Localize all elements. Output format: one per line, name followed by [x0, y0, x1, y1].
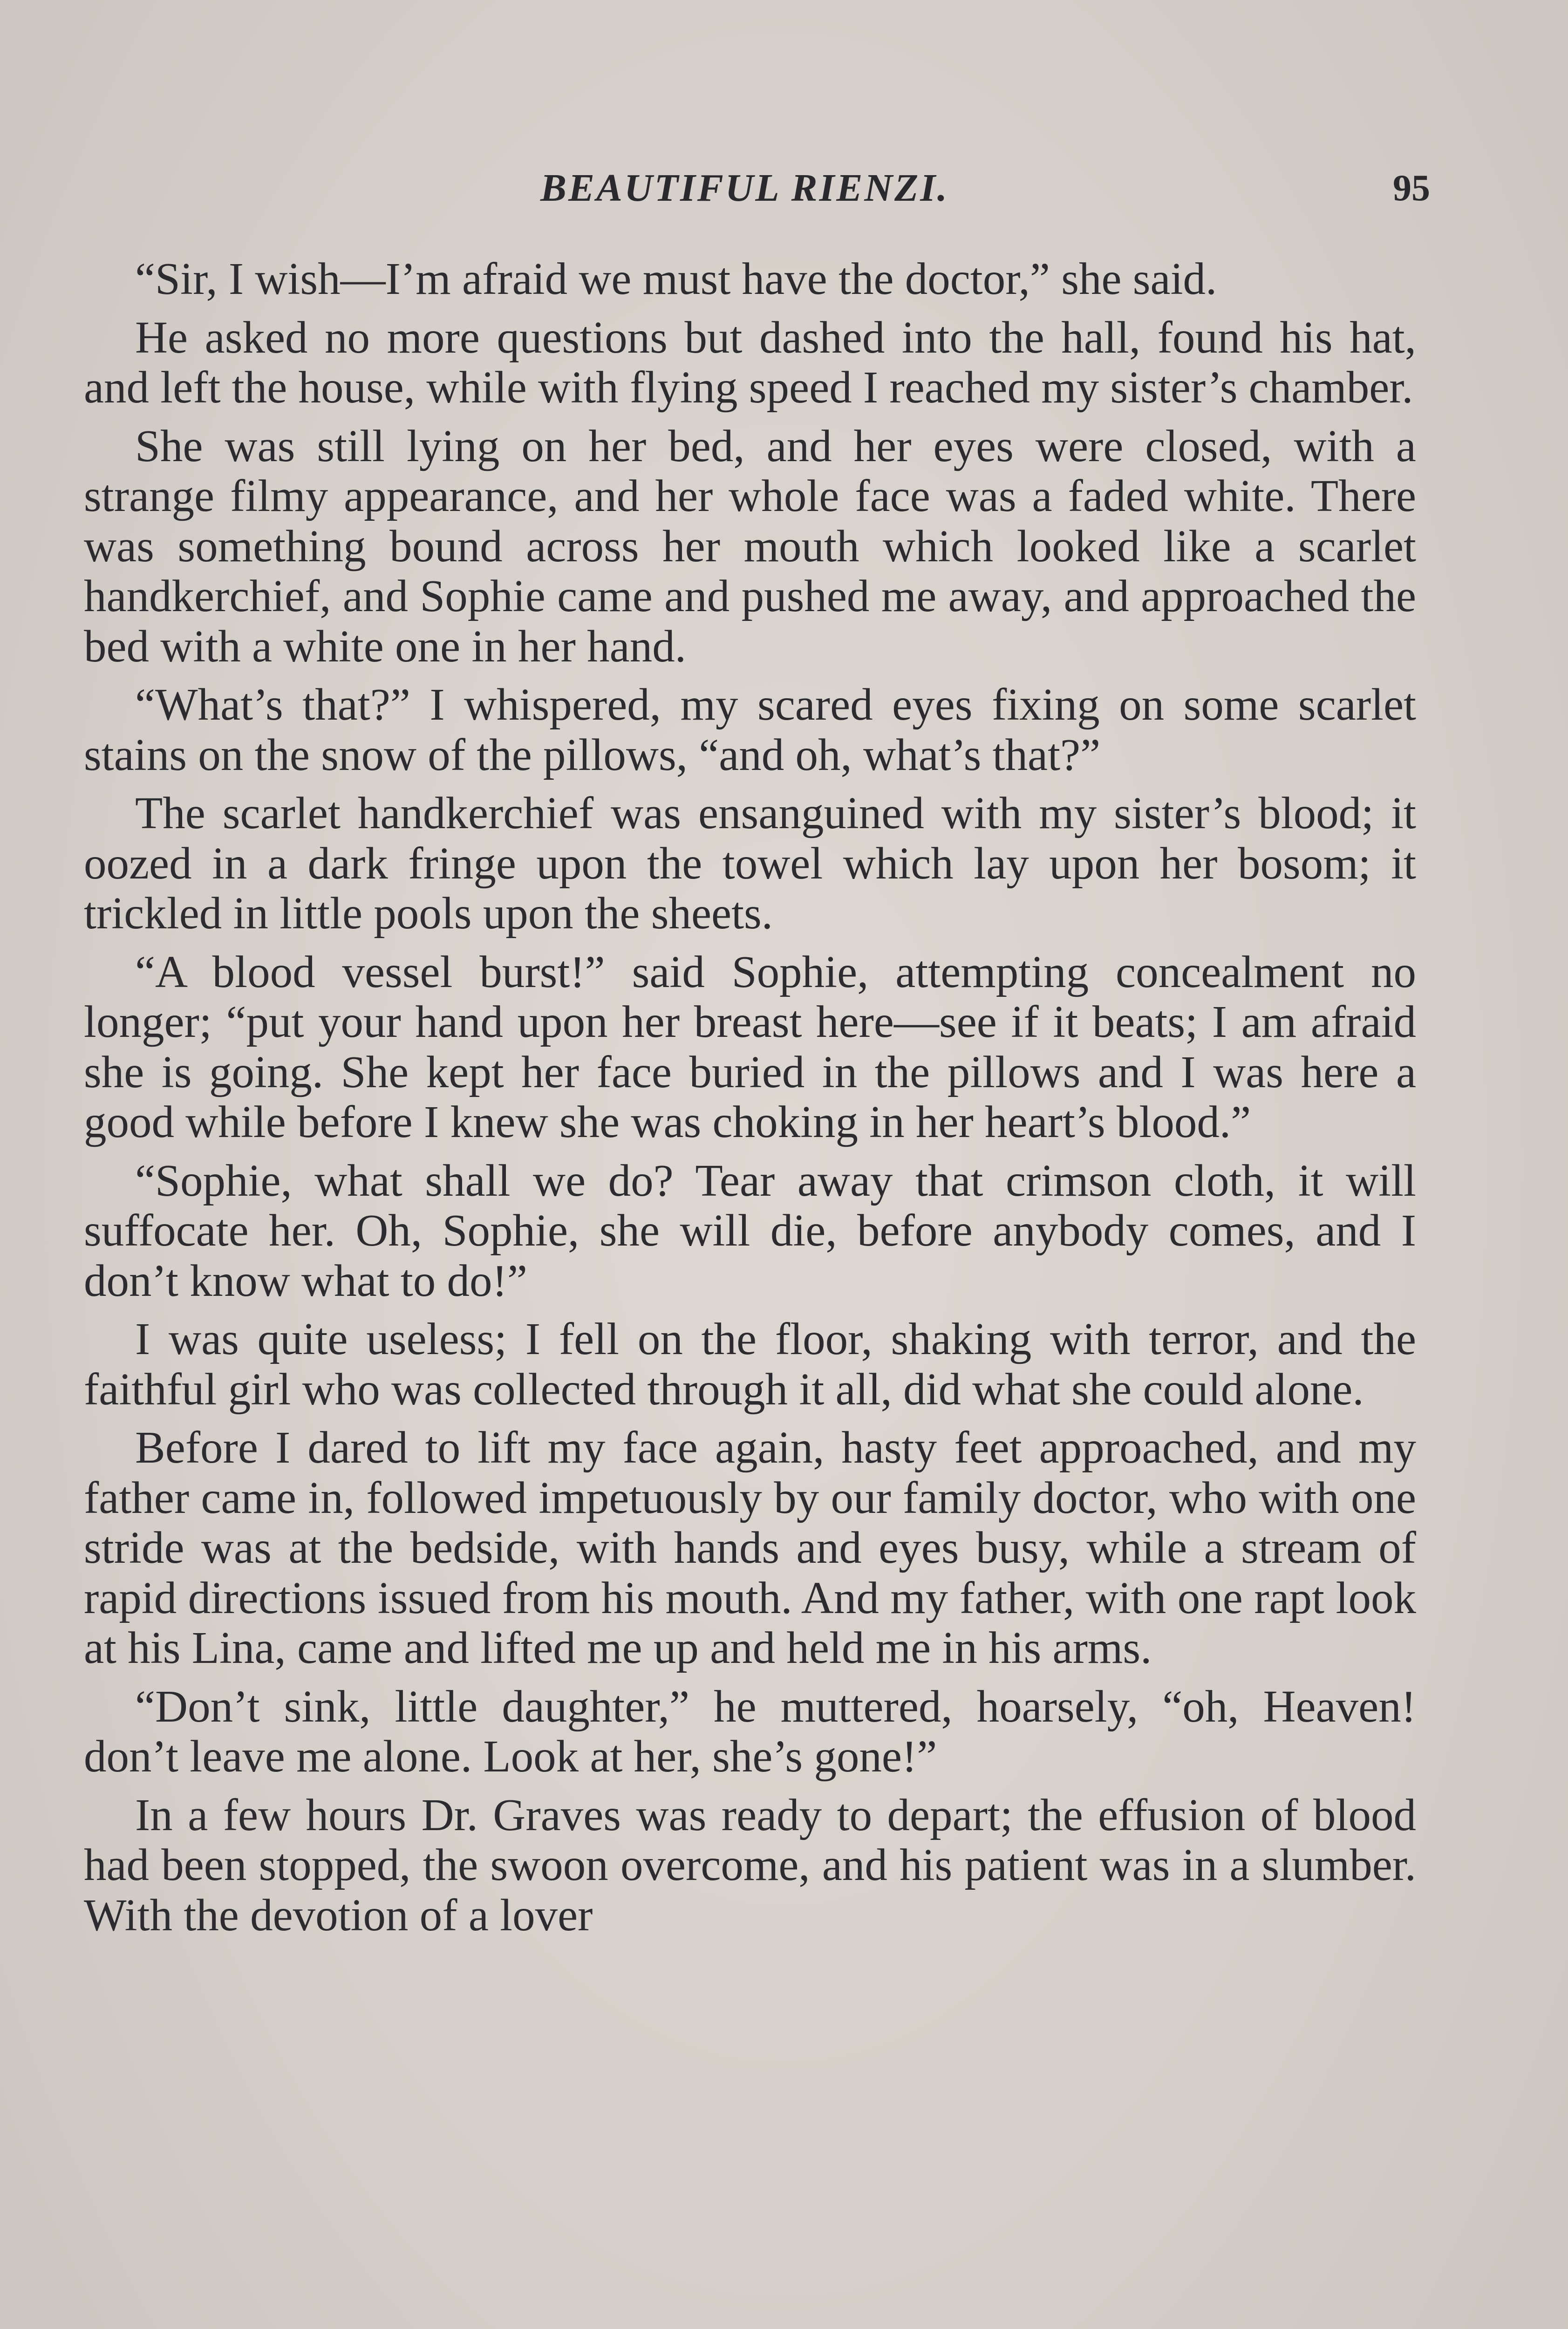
paragraph: The scarlet handkerchief was ensanguined with my sister’s blood; it oozed in a dark fringe upon the towel which lay upon her bosom; it trickled in little pools upon the sheets.	[84, 788, 1416, 938]
paragraph: I was quite useless; I fell on the floor, shaking with terror, and the faithful girl who was collected through it all, did what she could alone.	[84, 1314, 1416, 1414]
paragraph: “Don’t sink, little daughter,” he muttered, hoarsely, “oh, Heaven! don’t leave me alone. Look at her, she’s gone!”	[84, 1681, 1416, 1781]
paragraph: Before I dared to lift my face again, hasty feet approached, and my father came in, followed impetuously by our family doctor, who with one stride was at the bedside, with hands and eyes busy, while a stream of rapid directions issued from his mouth. And my father, with one rapt look at his Lina, came and lifted me up and held me in his arms.	[84, 1423, 1416, 1673]
body-text	[84, 254, 1416, 1948]
paragraph: “What’s that?” I whispered, my scared eyes fixing on some scarlet stains on the snow of the pillows, “and oh, what’s that?”	[84, 680, 1416, 780]
paragraph: He asked no more questions but dashed into the hall, found his hat, and left the house, while with flying speed I reached my sister’s chamber.	[84, 312, 1416, 412]
paragraph: She was still lying on her bed, and her eyes were closed, with a strange filmy appearance, and her whole face was a faded white. There was something bound across her mouth which looked like a scarlet handkerchief, and Sophie came and pushed me away, and approached the bed with a white one in her hand.	[84, 421, 1416, 671]
running-title: BEAUTIFUL RIENZI.	[540, 166, 949, 210]
running-head	[84, 165, 1430, 226]
paragraph: “A blood vessel burst!” said Sophie, attempting concealment no longer; “put your hand upon her breast here—see if it beats; I am afraid she is going. She kept her face buried in the pillows and I was here a good while before I knew she was choking in her heart’s blood.”	[84, 947, 1416, 1147]
paragraph: “Sophie, what shall we do? Tear away that crimson cloth, it will suffocate her. Oh, Sophie, she will die, before anybody comes, and I don’t know what to do!”	[84, 1155, 1416, 1306]
paragraph: In a few hours Dr. Graves was ready to depart; the effusion of blood had been stopped, the swoon overcome, and his patient was in a slumber. With the devotion of a lover	[84, 1790, 1416, 1940]
page-number: 95	[1393, 168, 1430, 209]
paragraph: “Sir, I wish—I’m afraid we must have the doctor,” she said.	[135, 254, 1217, 304]
